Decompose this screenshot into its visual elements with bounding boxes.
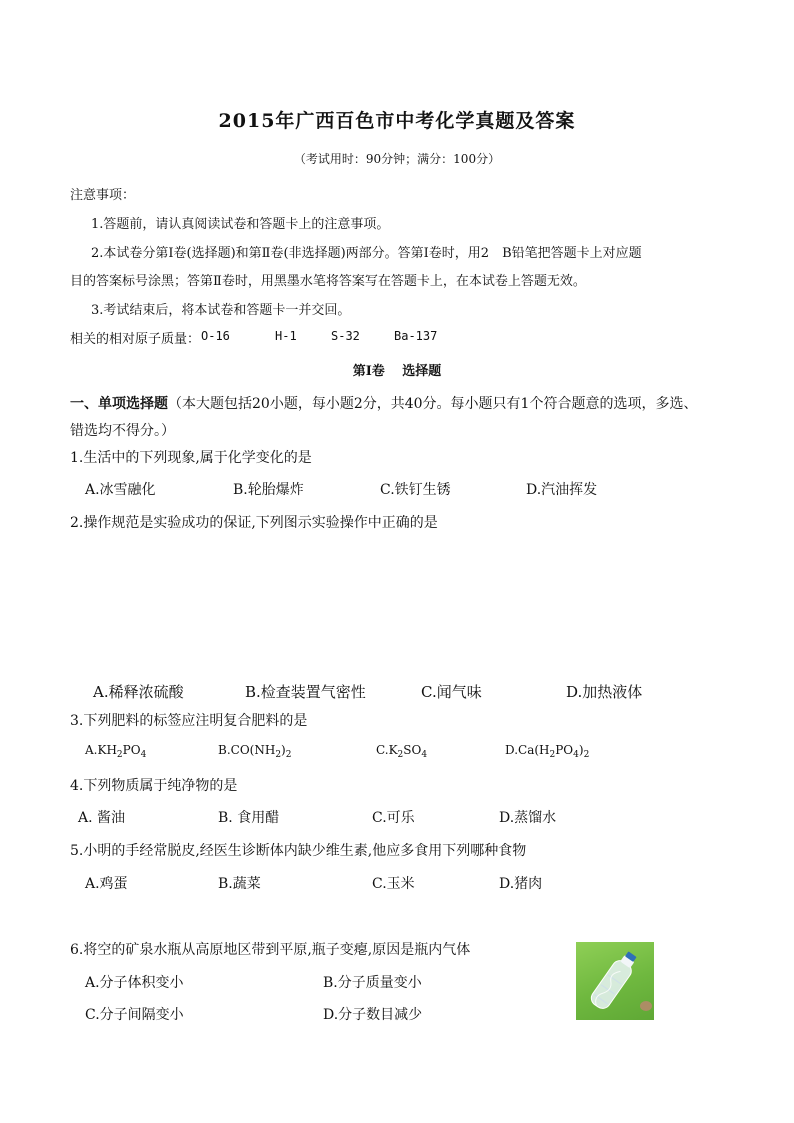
question-4-option-d: D.蒸馏水 [499,810,557,826]
question-1-option-d: D.汽油挥发 [526,482,598,498]
atomic-mass-o: O-16 [201,329,230,343]
question-5-option-d: D.猪肉 [499,876,543,892]
question-5-option-a: A.鸡蛋 [85,876,128,892]
question-4-option-b: B. 食用醋 [218,810,280,826]
water-bottle-image [576,942,654,1020]
question-1-stem: 1.生活中的下列现象,属于化学变化的是 [70,450,312,466]
question-3-option-b: $B.CO(NH_2)_2$ [218,743,292,760]
part-description: （本大题包括20小题，每小题2分，共40分。每小题只有1个符合题意的选项，多选、 [168,396,698,412]
note-item-2: 2.本试卷分第Ⅰ卷(选择题)和第Ⅱ卷(非选择题)两部分。答第Ⅰ卷时，用2 B铅笔把答题卡上对应题 [91,246,642,261]
question-3-option-d: $D.Ca(H_2PO_4)_2$ [505,743,590,760]
question-2-option-c: C.闻气味 [421,683,482,701]
question-2-option-b: B.检查装置气密性 [245,683,366,701]
question-6-option-c: C.分子间隔变小 [85,1007,184,1023]
note-item-2-cont: 目的答案标号涂黑；答第Ⅱ卷时，用黑墨水笔将答案写在答题卡上，在本试卷上答题无效。 [70,274,586,289]
question-5-stem: 5.小明的手经常脱皮,经医生诊断体内缺少维生素,他应多食用下列哪种食物 [70,843,527,859]
question-4-option-a: A. 酱油 [78,810,126,826]
atomic-mass-label: 相关的相对原子质量： [70,332,201,347]
atomic-mass-s: S-32 [331,329,360,343]
question-1-option-c: C.铁钉生锈 [380,482,451,498]
part-heading [70,393,697,413]
notes-heading: 注意事项： [70,188,136,203]
question-6-stem: 6.将空的矿泉水瓶从高原地区带到平原,瓶子变瘪,原因是瓶内气体 [70,942,471,958]
question-3-option-c: $C.K_2SO_4$ [376,743,428,760]
question-3-option-a: $A.KH_2PO_4$ [85,743,147,760]
atomic-mass-h: H-1 [275,329,297,343]
question-6-option-a: A.分子体积变小 [85,975,184,991]
question-6-option-d: D.分子数目减少 [323,1007,423,1023]
part-label: 一、单项选择题 [70,396,168,412]
note-item-3: 3.考试结束后，将本试卷和答题卡一并交回。 [91,303,351,318]
question-1-option-b: B.轮胎爆炸 [233,482,304,498]
question-2-option-a: A.稀释浓硫酸 [93,683,184,701]
exam-info: （考试用时：90分钟；满分：100分） [293,152,501,166]
part-description-cont: 错选均不得分。） [70,423,175,439]
question-3-stem: 3.下列肥料的标签应注明复合肥料的是 [70,713,308,729]
section-title: 第Ⅰ卷 选择题 [352,364,442,379]
question-4-stem: 4.下列物质属于纯净物的是 [70,778,238,794]
question-2-stem: 2.操作规范是实验成功的保证,下列图示实验操作中正确的是 [70,515,438,531]
bottle-photo [576,942,654,1020]
question-6-option-b: B.分子质量变小 [323,975,422,991]
note-item-1: 1.答题前，请认真阅读试卷和答题卡上的注意事项。 [91,217,390,232]
atomic-mass-ba: Ba-137 [394,329,438,343]
question-2-option-d: D.加热液体 [566,683,643,701]
page-title: 2015年广西百色市中考化学真题及答案 [218,110,576,132]
question-4-option-c: C.可乐 [372,810,415,826]
question-5-option-c: C.玉米 [372,876,415,892]
question-1-option-a: A.冰雪融化 [85,482,156,498]
question-5-option-b: B.蔬菜 [218,876,261,892]
